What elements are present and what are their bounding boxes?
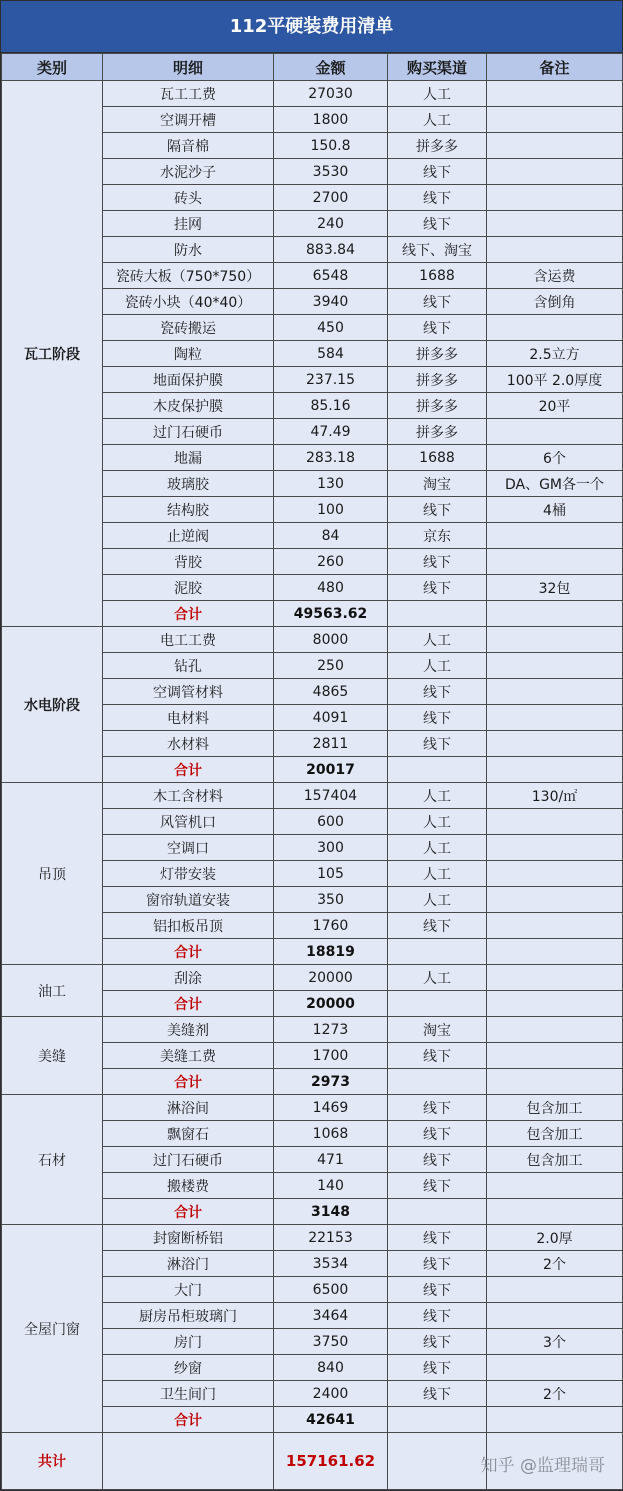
channel-cell: 线下	[388, 575, 487, 601]
header-note: 备注	[487, 54, 623, 81]
detail-cell: 瓦工工费	[103, 81, 274, 107]
note-cell	[487, 809, 623, 835]
category-cell: 美缝	[2, 1017, 103, 1095]
note-cell	[487, 679, 623, 705]
note-cell: 2.0厚	[487, 1225, 623, 1251]
amount-cell: 6548	[274, 263, 388, 289]
channel-cell: 线下	[388, 913, 487, 939]
note-cell	[487, 211, 623, 237]
channel-cell: 线下	[388, 1381, 487, 1407]
amount-cell: 840	[274, 1355, 388, 1381]
grand-total-value: 157161.62	[274, 1433, 388, 1490]
amount-cell: 1068	[274, 1121, 388, 1147]
note-cell	[487, 1043, 623, 1069]
subtotal-empty-note	[487, 939, 623, 965]
note-cell: 4桶	[487, 497, 623, 523]
detail-cell: 搬楼费	[103, 1173, 274, 1199]
category-cell: 石材	[2, 1095, 103, 1225]
channel-cell: 线下	[388, 497, 487, 523]
subtotal-empty-channel	[388, 757, 487, 783]
subtotal-label: 合计	[103, 1407, 274, 1433]
note-cell	[487, 965, 623, 991]
subtotal-value: 20017	[274, 757, 388, 783]
detail-cell: 玻璃胶	[103, 471, 274, 497]
subtotal-value: 2973	[274, 1069, 388, 1095]
note-cell: 20平	[487, 393, 623, 419]
note-cell: 2个	[487, 1251, 623, 1277]
note-cell	[487, 861, 623, 887]
table-row	[2, 81, 623, 107]
amount-cell: 2700	[274, 185, 388, 211]
detail-cell: 挂网	[103, 211, 274, 237]
expense-table	[1, 53, 623, 1490]
amount-cell: 1469	[274, 1095, 388, 1121]
channel-cell: 线下	[388, 1121, 487, 1147]
detail-cell: 瓷砖大板（750*750）	[103, 263, 274, 289]
channel-cell: 线下	[388, 185, 487, 211]
subtotal-empty-channel	[388, 939, 487, 965]
note-cell	[487, 913, 623, 939]
detail-cell: 木工含材料	[103, 783, 274, 809]
detail-cell: 淋浴间	[103, 1095, 274, 1121]
amount-cell: 150.8	[274, 133, 388, 159]
channel-cell: 线下	[388, 1043, 487, 1069]
detail-cell: 泥胶	[103, 575, 274, 601]
grand-total-empty-detail	[103, 1433, 274, 1490]
channel-cell: 线下	[388, 679, 487, 705]
detail-cell: 卫生间门	[103, 1381, 274, 1407]
subtotal-value: 3148	[274, 1199, 388, 1225]
note-cell	[487, 1017, 623, 1043]
detail-cell: 铝扣板吊顶	[103, 913, 274, 939]
detail-cell: 刮涂	[103, 965, 274, 991]
detail-cell: 电材料	[103, 705, 274, 731]
channel-cell: 线下	[388, 211, 487, 237]
subtotal-label: 合计	[103, 1199, 274, 1225]
category-cell: 水电阶段	[2, 627, 103, 783]
note-cell	[487, 1173, 623, 1199]
amount-cell: 250	[274, 653, 388, 679]
channel-cell: 线下	[388, 705, 487, 731]
amount-cell: 3464	[274, 1303, 388, 1329]
table-row	[2, 1225, 623, 1251]
amount-cell: 283.18	[274, 445, 388, 471]
category-cell: 全屋门窗	[2, 1225, 103, 1433]
amount-cell: 480	[274, 575, 388, 601]
amount-cell: 3530	[274, 159, 388, 185]
subtotal-empty-note	[487, 1199, 623, 1225]
amount-cell: 1800	[274, 107, 388, 133]
channel-cell: 拼多多	[388, 341, 487, 367]
channel-cell: 线下	[388, 315, 487, 341]
header-category: 类别	[2, 54, 103, 81]
note-cell	[487, 107, 623, 133]
table-row	[2, 1095, 623, 1121]
detail-cell: 飘窗石	[103, 1121, 274, 1147]
detail-cell: 空调管材料	[103, 679, 274, 705]
note-cell	[487, 705, 623, 731]
note-cell	[487, 835, 623, 861]
table-row	[2, 783, 623, 809]
subtotal-empty-channel	[388, 1069, 487, 1095]
subtotal-value: 20000	[274, 991, 388, 1017]
note-cell	[487, 315, 623, 341]
header-row	[2, 54, 623, 81]
note-cell	[487, 523, 623, 549]
detail-cell: 美缝工费	[103, 1043, 274, 1069]
detail-cell: 陶粒	[103, 341, 274, 367]
channel-cell: 线下	[388, 1095, 487, 1121]
detail-cell: 大门	[103, 1277, 274, 1303]
category-cell: 油工	[2, 965, 103, 1017]
amount-cell: 85.16	[274, 393, 388, 419]
channel-cell: 线下	[388, 549, 487, 575]
note-cell	[487, 133, 623, 159]
note-cell: 2个	[487, 1381, 623, 1407]
note-cell: 6个	[487, 445, 623, 471]
channel-cell: 拼多多	[388, 393, 487, 419]
amount-cell: 8000	[274, 627, 388, 653]
channel-cell: 人工	[388, 887, 487, 913]
note-cell	[487, 887, 623, 913]
amount-cell: 20000	[274, 965, 388, 991]
channel-cell: 拼多多	[388, 367, 487, 393]
detail-cell: 水泥沙子	[103, 159, 274, 185]
note-cell	[487, 237, 623, 263]
note-cell	[487, 1277, 623, 1303]
amount-cell: 883.84	[274, 237, 388, 263]
note-cell: 100平 2.0厚度	[487, 367, 623, 393]
note-cell: 2.5立方	[487, 341, 623, 367]
channel-cell: 淘宝	[388, 1017, 487, 1043]
channel-cell: 线下	[388, 1251, 487, 1277]
channel-cell: 人工	[388, 965, 487, 991]
subtotal-label: 合计	[103, 601, 274, 627]
note-cell: 3个	[487, 1329, 623, 1355]
subtotal-value: 42641	[274, 1407, 388, 1433]
note-cell	[487, 419, 623, 445]
detail-cell: 封窗断桥铝	[103, 1225, 274, 1251]
detail-cell: 砖头	[103, 185, 274, 211]
detail-cell: 止逆阀	[103, 523, 274, 549]
channel-cell: 淘宝	[388, 471, 487, 497]
subtotal-empty-note	[487, 601, 623, 627]
channel-cell: 拼多多	[388, 133, 487, 159]
amount-cell: 22153	[274, 1225, 388, 1251]
amount-cell: 240	[274, 211, 388, 237]
channel-cell: 线下	[388, 1355, 487, 1381]
amount-cell: 1760	[274, 913, 388, 939]
channel-cell: 线下	[388, 1225, 487, 1251]
note-cell: 包含加工	[487, 1147, 623, 1173]
channel-cell: 线下	[388, 1173, 487, 1199]
detail-cell: 房门	[103, 1329, 274, 1355]
channel-cell: 人工	[388, 861, 487, 887]
channel-cell: 人工	[388, 107, 487, 133]
detail-cell: 水材料	[103, 731, 274, 757]
channel-cell: 线下	[388, 159, 487, 185]
note-cell: 包含加工	[487, 1121, 623, 1147]
table-row	[2, 965, 623, 991]
note-cell: 130/㎡	[487, 783, 623, 809]
detail-cell: 背胶	[103, 549, 274, 575]
amount-cell: 157404	[274, 783, 388, 809]
detail-cell: 隔音棉	[103, 133, 274, 159]
amount-cell: 3534	[274, 1251, 388, 1277]
amount-cell: 1273	[274, 1017, 388, 1043]
category-cell: 瓦工阶段	[2, 81, 103, 627]
header-channel: 购买渠道	[388, 54, 487, 81]
amount-cell: 2811	[274, 731, 388, 757]
detail-cell: 瓷砖搬运	[103, 315, 274, 341]
amount-cell: 350	[274, 887, 388, 913]
detail-cell: 防水	[103, 237, 274, 263]
note-cell	[487, 185, 623, 211]
detail-cell: 过门石硬币	[103, 419, 274, 445]
header-detail: 明细	[103, 54, 274, 81]
channel-cell: 线下	[388, 1329, 487, 1355]
detail-cell: 木皮保护膜	[103, 393, 274, 419]
note-cell	[487, 627, 623, 653]
subtotal-empty-channel	[388, 991, 487, 1017]
channel-cell: 线下	[388, 1303, 487, 1329]
note-cell	[487, 731, 623, 757]
channel-cell: 1688	[388, 445, 487, 471]
subtotal-label: 合计	[103, 1069, 274, 1095]
amount-cell: 100	[274, 497, 388, 523]
channel-cell: 人工	[388, 653, 487, 679]
amount-cell: 471	[274, 1147, 388, 1173]
category-cell: 吊顶	[2, 783, 103, 965]
channel-cell: 线下	[388, 1147, 487, 1173]
subtotal-value: 18819	[274, 939, 388, 965]
subtotal-empty-note	[487, 991, 623, 1017]
channel-cell: 人工	[388, 81, 487, 107]
amount-cell: 260	[274, 549, 388, 575]
detail-cell: 瓷砖小块（40*40）	[103, 289, 274, 315]
amount-cell: 4865	[274, 679, 388, 705]
amount-cell: 450	[274, 315, 388, 341]
note-cell: 包含加工	[487, 1095, 623, 1121]
grand-total-empty-channel	[388, 1433, 487, 1490]
subtotal-empty-note	[487, 1407, 623, 1433]
note-cell	[487, 1355, 623, 1381]
note-cell	[487, 159, 623, 185]
detail-cell: 淋浴门	[103, 1251, 274, 1277]
amount-cell: 105	[274, 861, 388, 887]
channel-cell: 线下、淘宝	[388, 237, 487, 263]
channel-cell: 线下	[388, 289, 487, 315]
subtotal-empty-channel	[388, 1407, 487, 1433]
channel-cell: 人工	[388, 835, 487, 861]
subtotal-empty-note	[487, 757, 623, 783]
amount-cell: 6500	[274, 1277, 388, 1303]
channel-cell: 线下	[388, 1277, 487, 1303]
amount-cell: 300	[274, 835, 388, 861]
subtotal-empty-note	[487, 1069, 623, 1095]
amount-cell: 130	[274, 471, 388, 497]
subtotal-label: 合计	[103, 939, 274, 965]
amount-cell: 3750	[274, 1329, 388, 1355]
channel-cell: 拼多多	[388, 419, 487, 445]
channel-cell: 京东	[388, 523, 487, 549]
channel-cell: 人工	[388, 627, 487, 653]
grand-total-label: 共计	[2, 1433, 103, 1490]
amount-cell: 1700	[274, 1043, 388, 1069]
detail-cell: 钻孔	[103, 653, 274, 679]
note-cell: 含运费	[487, 263, 623, 289]
detail-cell: 空调口	[103, 835, 274, 861]
note-cell: 32包	[487, 575, 623, 601]
detail-cell: 地面保护膜	[103, 367, 274, 393]
amount-cell: 140	[274, 1173, 388, 1199]
detail-cell: 灯带安装	[103, 861, 274, 887]
subtotal-value: 49563.62	[274, 601, 388, 627]
amount-cell: 237.15	[274, 367, 388, 393]
amount-cell: 3940	[274, 289, 388, 315]
amount-cell: 47.49	[274, 419, 388, 445]
amount-cell: 84	[274, 523, 388, 549]
subtotal-label: 合计	[103, 991, 274, 1017]
channel-cell: 人工	[388, 783, 487, 809]
detail-cell: 厨房吊柜玻璃门	[103, 1303, 274, 1329]
note-cell: DA、GM各一个	[487, 471, 623, 497]
subtotal-label: 合计	[103, 757, 274, 783]
amount-cell: 4091	[274, 705, 388, 731]
detail-cell: 地漏	[103, 445, 274, 471]
detail-cell: 结构胶	[103, 497, 274, 523]
note-cell	[487, 549, 623, 575]
channel-cell: 人工	[388, 809, 487, 835]
subtotal-empty-channel	[388, 1199, 487, 1225]
amount-cell: 27030	[274, 81, 388, 107]
amount-cell: 600	[274, 809, 388, 835]
note-cell	[487, 81, 623, 107]
detail-cell: 过门石硬币	[103, 1147, 274, 1173]
subtotal-empty-channel	[388, 601, 487, 627]
watermark: 知乎 @监理瑞哥	[480, 1456, 605, 1476]
detail-cell: 窗帘轨道安装	[103, 887, 274, 913]
channel-cell: 线下	[388, 731, 487, 757]
detail-cell: 风管机口	[103, 809, 274, 835]
table-row	[2, 627, 623, 653]
detail-cell: 美缝剂	[103, 1017, 274, 1043]
detail-cell: 电工工费	[103, 627, 274, 653]
detail-cell: 空调开槽	[103, 107, 274, 133]
note-cell	[487, 1303, 623, 1329]
detail-cell: 纱窗	[103, 1355, 274, 1381]
table-row	[2, 1017, 623, 1043]
channel-cell: 1688	[388, 263, 487, 289]
sheet-title: 112平硬装费用清单	[1, 1, 622, 53]
table-body	[2, 81, 623, 1433]
header-amount: 金额	[274, 54, 388, 81]
amount-cell: 584	[274, 341, 388, 367]
note-cell	[487, 653, 623, 679]
amount-cell: 2400	[274, 1381, 388, 1407]
note-cell: 含倒角	[487, 289, 623, 315]
